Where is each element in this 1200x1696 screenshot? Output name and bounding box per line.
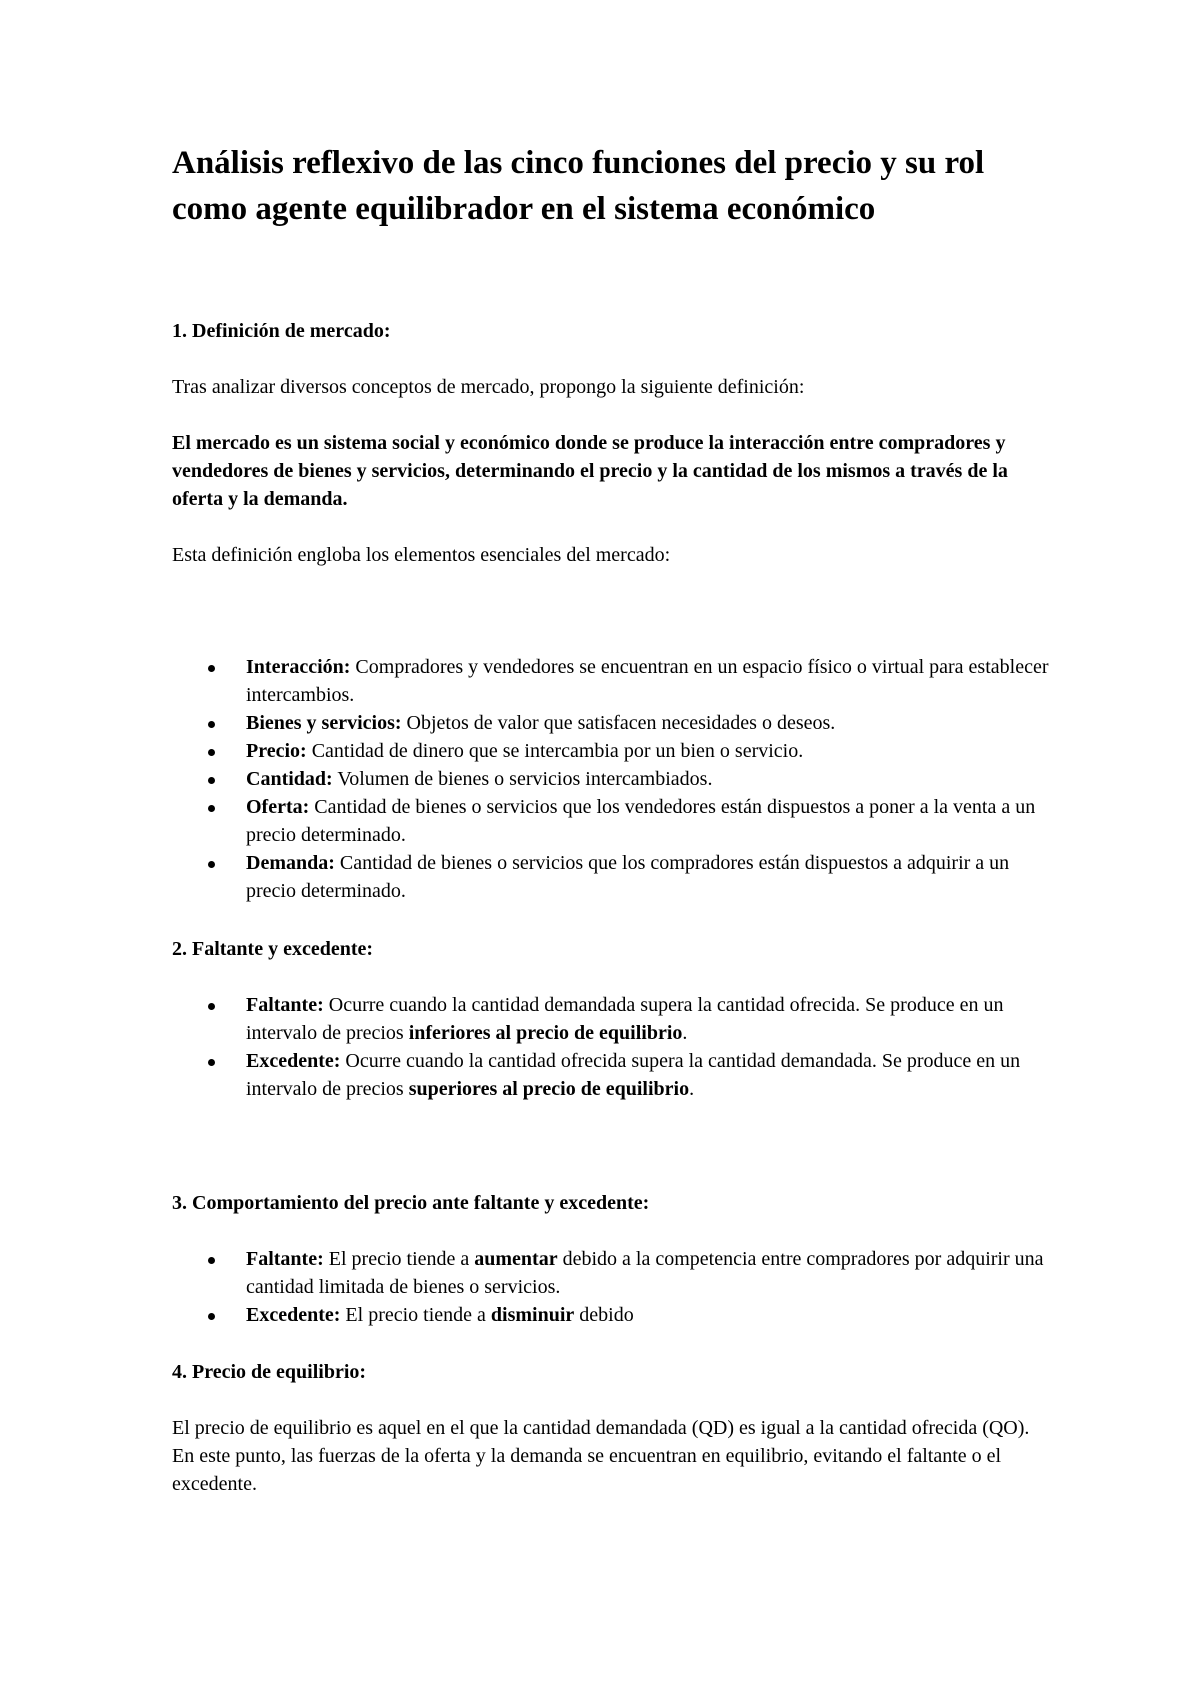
price-behavior-list (172, 1245, 1052, 1329)
section-3-heading: 3. Comportamiento del precio ante faltante y excedente: (172, 1192, 650, 1214)
bullet-icon (208, 1003, 215, 1010)
section-1-intro: Tras analizar diversos conceptos de mercado, propongo la siguiente definición: (172, 376, 805, 398)
list-item-text: El precio tiende a (340, 1304, 491, 1326)
section-1-lead: Esta definición engloba los elementos esenciales del mercado: (172, 544, 671, 566)
list-item (172, 1047, 1052, 1103)
list-item-emphasis: superiores al precio de equilibrio (408, 1078, 690, 1100)
list-item-text: El precio tiende a (323, 1248, 475, 1270)
list-item (172, 1301, 1052, 1329)
list-item-emphasis: aumentar (474, 1248, 558, 1270)
section-1-heading: 1. Definición de mercado: (172, 320, 391, 342)
list-item-term: Demanda: (246, 852, 335, 874)
list-item (172, 849, 1052, 905)
list-item (172, 991, 1052, 1047)
list-item-text: Ocurre cuando la cantidad ofrecida supera la cantidad demandada. Se produce en un intervalo de precios (246, 1050, 1021, 1100)
list-item-text: Volumen de bienes o servicios intercambiados. (332, 768, 713, 790)
list-item-text: Objetos de valor que satisfacen necesidades o deseos. (401, 712, 836, 734)
market-elements-list (172, 653, 1052, 905)
list-item-text: Compradores y vendedores se encuentran en un espacio físico o virtual para establecer intercambios. (246, 656, 1049, 706)
bullet-icon (208, 749, 215, 756)
bullet-icon (208, 861, 215, 868)
list-item-text: Cantidad de dinero que se intercambia por un bien o servicio. (306, 740, 804, 762)
list-item-term: Cantidad: (246, 768, 333, 790)
list-item-tail: . (689, 1078, 695, 1100)
list-item-term: Faltante: (246, 994, 324, 1016)
list-item-term: Faltante: (246, 1248, 324, 1270)
document-title: Análisis reflexivo de las cinco funciones del precio y su rol como agente equilibrador en el sistema económico (172, 145, 985, 227)
list-item-tail: . (682, 1022, 688, 1044)
list-item-term: Oferta: (246, 796, 310, 818)
bullet-icon (208, 777, 215, 784)
list-item-tail: debido a la competencia entre compradores por adquirir una cantidad limitada de bienes o servicios. (246, 1248, 1044, 1298)
section-2-heading: 2. Faltante y excedente: (172, 938, 374, 960)
section-4-body: El precio de equilibrio es aquel en el que la cantidad demandada (QD) es igual a la cantidad ofrecida (QO). En este punto, las fuerzas de la oferta y la demanda se encuentran en equilibrio, evitando el faltante o el excedente. (172, 1417, 1030, 1495)
section-4-heading: 4. Precio de equilibrio: (172, 1361, 367, 1383)
list-item-term: Bienes y servicios: (246, 712, 402, 734)
list-item-term: Interacción: (246, 656, 351, 678)
market-definition: El mercado es un sistema social y económico donde se produce la interacción entre compradores y vendedores de bienes y servicios, determinando el precio y la cantidad de los mismos a través de la oferta y la demanda. (172, 432, 1008, 510)
bullet-icon (208, 1059, 215, 1066)
bullet-icon (208, 665, 215, 672)
list-item-text: Cantidad de bienes o servicios que los vendedores están dispuestos a poner a la venta a un precio determinado. (246, 796, 1036, 846)
list-item (172, 793, 1052, 849)
list-item-tail: debido (574, 1304, 634, 1326)
list-item (172, 1245, 1052, 1301)
bullet-icon (208, 1257, 215, 1264)
bullet-icon (208, 805, 215, 812)
list-item-term: Precio: (246, 740, 307, 762)
list-item-text: Ocurre cuando la cantidad demandada supera la cantidad ofrecida. Se produce en un intervalo de precios (246, 994, 1004, 1044)
list-item-term: Excedente: (246, 1050, 341, 1072)
list-item-emphasis: inferiores al precio de equilibrio (408, 1022, 683, 1044)
list-item-term: Excedente: (246, 1304, 341, 1326)
list-item (172, 709, 1052, 737)
list-item (172, 737, 1052, 765)
list-item (172, 765, 1052, 793)
list-item (172, 653, 1052, 709)
list-item-emphasis: disminuir (490, 1304, 575, 1326)
shortage-surplus-list (172, 991, 1052, 1103)
bullet-icon (208, 721, 215, 728)
bullet-icon (208, 1313, 215, 1320)
list-item-text: Cantidad de bienes o servicios que los compradores están dispuestos a adquirir a un precio determinado. (246, 852, 1010, 902)
